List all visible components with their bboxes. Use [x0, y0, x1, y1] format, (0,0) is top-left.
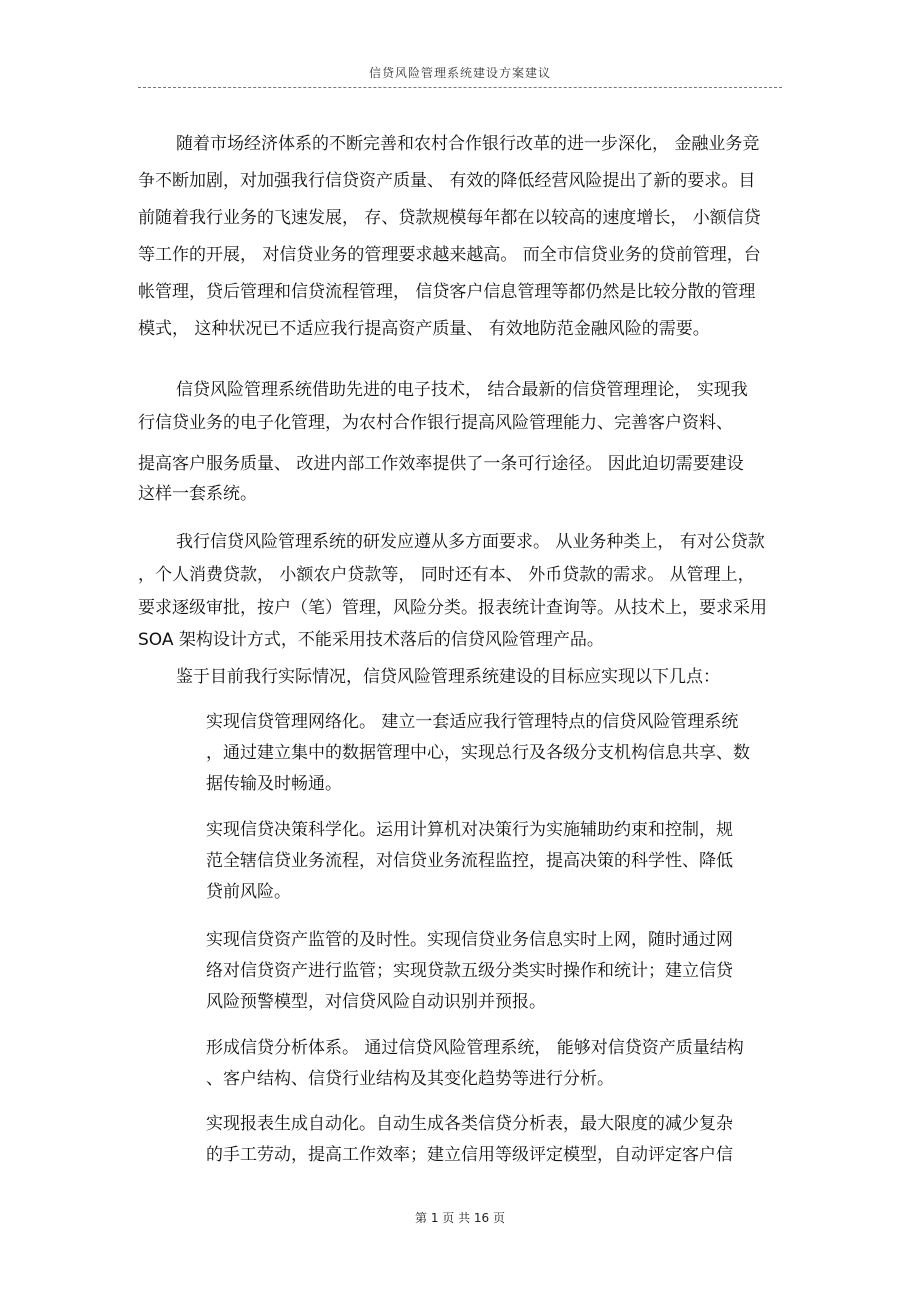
paragraph-1-line-2: 争不断加剧，对加强我行信贷资产质量、 有效的降低经营风险提出了新的要求。目	[138, 171, 756, 191]
page-number-footer: 第 1 页 共 16 页	[415, 1211, 505, 1225]
paragraph-2-line-1: 信贷风险管理系统借助先进的电子技术， 结合最新的信贷管理理论， 实现我	[176, 380, 748, 400]
paragraph-2-line-2: 行信贷业务的电子化管理，为农村合作银行提高风险管理能力、完善客户资料、	[138, 413, 733, 433]
paragraph-4-line-1: 鉴于目前我行实际情况，信贷风险管理系统建设的目标应实现以下几点：	[176, 667, 720, 687]
paragraph-2-line-4: 这样一套系统。	[138, 484, 257, 504]
paragraph-3-line-1: 我行信贷风险管理系统的研发应遵从多方面要求。 从业务种类上， 有对公贷款	[176, 532, 765, 552]
paragraph-3-line-2: ，个人消费贷款， 小额农户贷款等， 同时还有本、 外币贷款的需求。 从管理上，	[138, 565, 755, 585]
paragraph-1-line-1: 随着市场经济体系的不断完善和农村合作银行改革的进一步深化， 金融业务竞	[176, 134, 760, 154]
paragraph-1-line-5: 帐管理，贷后管理和信贷流程管理， 信贷客户信息管理等都仍然是比较分散的管理	[138, 282, 756, 302]
paragraph-1-line-6: 模式， 这种状况已不适应我行提高资产质量、 有效地防范金融风险的需要。	[138, 319, 710, 339]
paragraph-3-line-3: 要求逐级审批，按户（笔）管理，风险分类。报表统计查询等。从技术上，要求采用	[138, 598, 767, 618]
paragraph-3-line-4: SOA 架构设计方式，不能采用技术落后的信贷风险管理产品。	[138, 630, 604, 650]
goal-3-line-2: 络对信贷资产进行监管；实现贷款五级分类实时操作和统计；建立信贷	[206, 961, 733, 981]
goal-1-line-1: 实现信贷管理网络化。 建立一套适应我行管理特点的信贷风险管理系统	[206, 712, 739, 732]
goal-2-line-1: 实现信贷决策科学化。运用计算机对决策行为实施辅助约束和控制，规	[206, 820, 733, 840]
paragraph-1-line-4: 等工作的开展， 对信贷业务的管理要求越来越高。 而全市信贷业务的贷前管理，台	[138, 245, 761, 265]
paragraph-1-line-3: 前随着我行业务的飞速发展， 存、贷款规模每年都在以较高的速度增长， 小额信贷	[138, 208, 761, 228]
goal-1-line-3: 据传输及时畅通。	[206, 774, 342, 794]
goal-4-line-1: 形成信贷分析体系。 通过信贷风险管理系统， 能够对信贷资产质量结构	[206, 1038, 744, 1058]
goal-3-line-3: 风险预警模型，对信贷风险自动识别并预报。	[206, 992, 546, 1012]
goal-2-line-2: 范全辖信贷业务流程，对信贷业务流程监控，提高决策的科学性、降低	[206, 851, 733, 871]
goal-5-line-1: 实现报表生成自动化。自动生成各类信贷分析表，最大限度的减少复杂	[206, 1114, 733, 1134]
paragraph-2-line-3: 提高客户服务质量、 改进内部工作效率提供了一条可行途径。 因此迫切需要建设	[138, 454, 744, 474]
goal-2-line-3: 贷前风险。	[206, 882, 291, 902]
goal-5-line-2: 的手工劳动，提高工作效率；建立信用等级评定模型，自动评定客户信	[206, 1145, 733, 1165]
goal-1-line-2: ，通过建立集中的数据管理中心，实现总行及各级分支机构信息共享、数	[206, 743, 750, 763]
header-divider	[138, 87, 782, 88]
goal-4-line-2: 、客户结构、信贷行业结构及其变化趋势等进行分析。	[206, 1069, 614, 1089]
page-header-title: 信贷风险管理系统建设方案建议	[368, 66, 551, 80]
goal-3-line-1: 实现信贷资产监管的及时性。实现信贷业务信息实时上网，随时通过网	[206, 930, 733, 950]
